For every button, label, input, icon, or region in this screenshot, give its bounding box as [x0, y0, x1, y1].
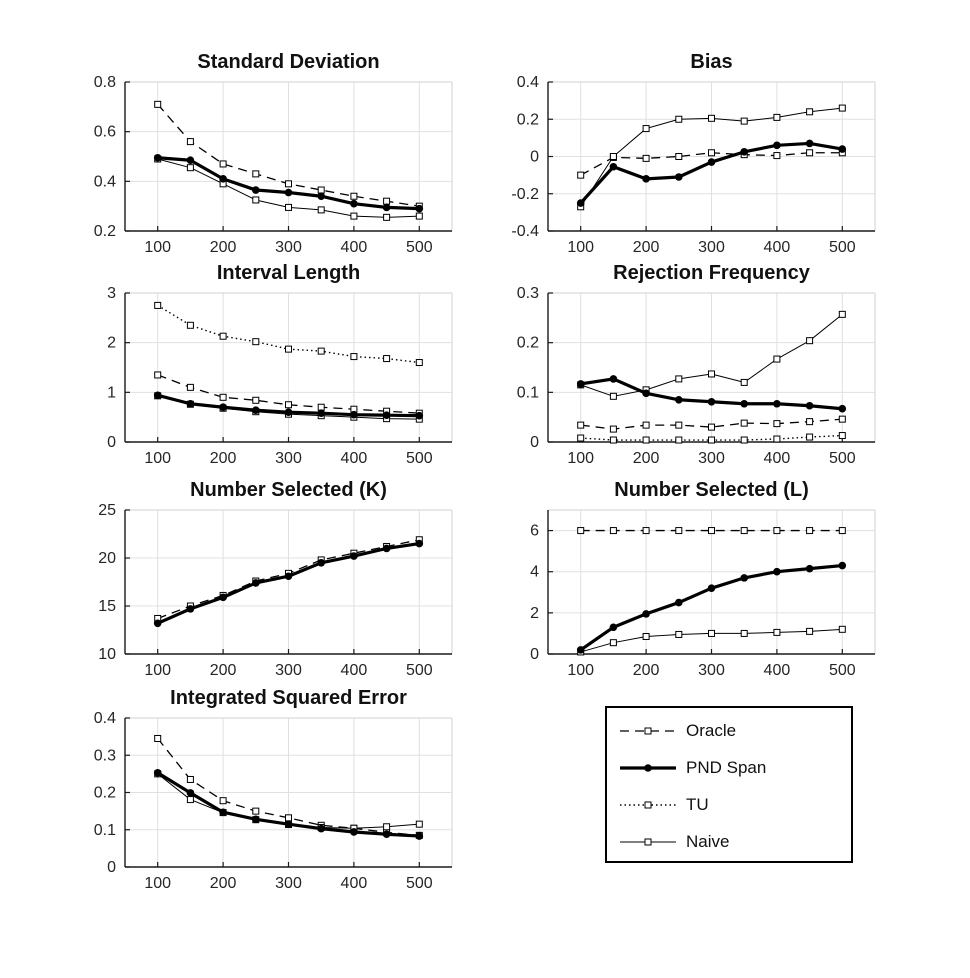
- svg-text:25: 25: [98, 504, 116, 519]
- svg-text:0.4: 0.4: [93, 173, 116, 191]
- svg-text:200: 200: [209, 662, 237, 679]
- legend-label: PND Span: [686, 758, 767, 777]
- svg-text:300: 300: [275, 239, 302, 256]
- svg-text:200: 200: [632, 239, 660, 256]
- legend-label: TU: [686, 795, 709, 814]
- svg-text:300: 300: [275, 450, 302, 467]
- svg-text:15: 15: [98, 598, 116, 615]
- svg-text:500: 500: [405, 450, 433, 467]
- svg-text:0.2: 0.2: [93, 223, 116, 240]
- svg-text:100: 100: [144, 875, 172, 892]
- svg-text:20: 20: [98, 550, 116, 567]
- svg-text:0.2: 0.2: [93, 784, 116, 802]
- chart-canvas-number-selected-l: [480, 504, 910, 684]
- svg-text:300: 300: [275, 662, 302, 679]
- svg-text:0: 0: [530, 646, 539, 663]
- svg-text:6: 6: [530, 522, 539, 540]
- svg-text:0.1: 0.1: [93, 821, 116, 839]
- chart-title: Interval Length: [216, 262, 361, 284]
- svg-text:0.4: 0.4: [516, 76, 539, 91]
- svg-text:300: 300: [275, 875, 302, 892]
- svg-text:100: 100: [567, 450, 595, 467]
- svg-text:400: 400: [763, 450, 791, 467]
- chart-canvas-number-selected-k: [55, 504, 475, 684]
- chart-title: Number Selected (L): [614, 479, 809, 501]
- chart-canvas-integrated-squared-error: [55, 712, 475, 897]
- svg-text:0.2: 0.2: [516, 334, 539, 352]
- svg-text:2: 2: [530, 604, 539, 622]
- svg-text:200: 200: [632, 662, 660, 679]
- svg-text:0: 0: [107, 434, 116, 451]
- chart-title: Standard Deviation: [197, 51, 380, 73]
- legend-item-pnd-span: [619, 755, 766, 781]
- svg-text:0.6: 0.6: [93, 123, 116, 141]
- svg-text:2: 2: [107, 334, 116, 352]
- svg-text:400: 400: [340, 450, 368, 467]
- svg-text:100: 100: [144, 662, 172, 679]
- chart-number-selected-k: [55, 478, 475, 684]
- svg-text:-0.4: -0.4: [511, 223, 539, 240]
- svg-text:500: 500: [405, 239, 433, 256]
- svg-text:100: 100: [567, 662, 595, 679]
- legend-item-oracle: [619, 718, 736, 744]
- svg-text:3: 3: [107, 287, 116, 302]
- chart-canvas-standard-deviation: [55, 76, 475, 261]
- svg-text:200: 200: [209, 450, 237, 467]
- svg-text:300: 300: [698, 239, 725, 256]
- chart-standard-deviation: [55, 50, 475, 261]
- svg-text:4: 4: [530, 563, 539, 581]
- chart-canvas-interval-length: [55, 287, 475, 472]
- svg-text:200: 200: [209, 239, 237, 256]
- legend: [605, 706, 853, 863]
- svg-text:100: 100: [144, 450, 172, 467]
- chart-title: Bias: [690, 51, 733, 73]
- svg-text:400: 400: [763, 239, 791, 256]
- svg-text:0.3: 0.3: [93, 747, 116, 765]
- chart-number-selected-l: [480, 478, 910, 684]
- svg-text:1: 1: [107, 384, 116, 402]
- svg-text:500: 500: [828, 450, 856, 467]
- svg-text:10: 10: [98, 646, 116, 663]
- svg-text:400: 400: [340, 875, 368, 892]
- chart-title: Rejection Frequency: [613, 262, 810, 284]
- chart-title: Integrated Squared Error: [170, 687, 407, 709]
- dashed-line-sample-icon: [619, 724, 677, 738]
- chart-rejection-frequency: [480, 261, 910, 472]
- chart-interval-length: [55, 261, 475, 472]
- svg-text:400: 400: [763, 662, 791, 679]
- svg-text:0.4: 0.4: [93, 712, 116, 727]
- legend-label: Naive: [686, 832, 730, 851]
- svg-text:500: 500: [405, 875, 433, 892]
- svg-text:500: 500: [828, 239, 856, 256]
- thick-line-sample-icon: [619, 761, 677, 775]
- chart-integrated-squared-error: [55, 686, 475, 897]
- svg-text:100: 100: [567, 239, 595, 256]
- svg-text:300: 300: [698, 450, 725, 467]
- chart-canvas-rejection-frequency: [480, 287, 910, 472]
- svg-text:0: 0: [107, 859, 116, 876]
- svg-text:-0.2: -0.2: [511, 185, 539, 203]
- svg-text:200: 200: [632, 450, 660, 467]
- legend-label: Oracle: [686, 721, 737, 740]
- legend-item-naive: [619, 829, 729, 855]
- svg-text:0.1: 0.1: [516, 384, 539, 402]
- svg-text:100: 100: [144, 239, 172, 256]
- svg-text:0.2: 0.2: [516, 111, 539, 129]
- svg-text:400: 400: [340, 239, 368, 256]
- chart-title: Number Selected (K): [190, 479, 387, 501]
- legend-item-tu: [619, 792, 709, 818]
- chart-bias: [480, 50, 910, 261]
- svg-text:400: 400: [340, 662, 368, 679]
- svg-text:300: 300: [698, 662, 725, 679]
- chart-canvas-bias: [480, 76, 910, 261]
- svg-text:0.3: 0.3: [516, 287, 539, 302]
- svg-text:0: 0: [530, 434, 539, 451]
- svg-text:200: 200: [209, 875, 237, 892]
- svg-text:0: 0: [530, 148, 539, 166]
- thin-line-sample-icon: [619, 835, 677, 849]
- svg-text:0.8: 0.8: [93, 76, 116, 91]
- svg-text:500: 500: [405, 662, 433, 679]
- svg-text:500: 500: [828, 662, 856, 679]
- dotted-line-sample-icon: [619, 798, 677, 812]
